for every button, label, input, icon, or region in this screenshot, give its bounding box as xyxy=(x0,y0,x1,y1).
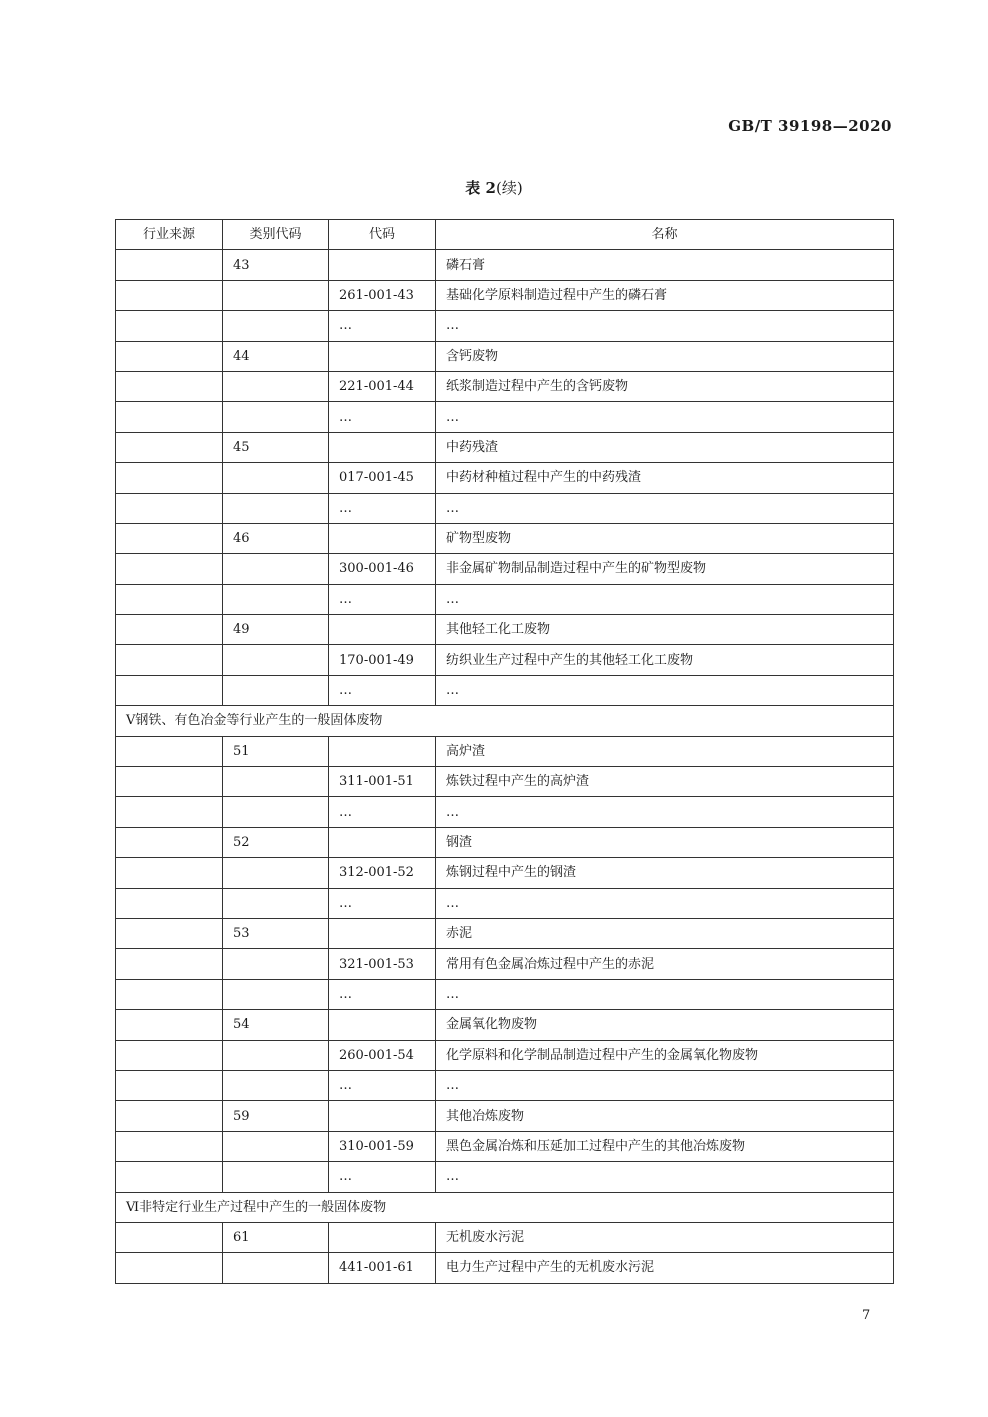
industry-source-cell xyxy=(116,858,223,888)
category-code-cell xyxy=(223,311,329,341)
name-cell: … xyxy=(436,1070,894,1100)
table-row xyxy=(116,584,894,614)
category-code-cell xyxy=(223,645,329,675)
table-row xyxy=(116,554,894,584)
code-cell: … xyxy=(329,675,436,705)
name-cell: 无机废水污泥 xyxy=(436,1222,894,1252)
category-code-cell xyxy=(223,949,329,979)
code-cell: 321-001-53 xyxy=(329,949,436,979)
table-row xyxy=(116,615,894,645)
column-header-category-code: 类别代码 xyxy=(223,220,329,250)
name-cell: … xyxy=(436,675,894,705)
name-cell: 纸浆制造过程中产生的含钙废物 xyxy=(436,371,894,401)
name-cell: 炼钢过程中产生的钢渣 xyxy=(436,858,894,888)
name-cell: … xyxy=(436,584,894,614)
category-code-cell xyxy=(223,1070,329,1100)
industry-source-cell xyxy=(116,1040,223,1070)
category-code-cell: 52 xyxy=(223,827,329,857)
name-cell: 中药残渣 xyxy=(436,432,894,462)
category-code-cell: 59 xyxy=(223,1101,329,1131)
category-code-cell xyxy=(223,1162,329,1192)
category-code-cell xyxy=(223,1131,329,1161)
name-cell: … xyxy=(436,979,894,1009)
name-cell: 金属氧化物废物 xyxy=(436,1010,894,1040)
table-row xyxy=(116,341,894,371)
industry-source-cell xyxy=(116,797,223,827)
table-title-label: 表 2 xyxy=(465,179,496,197)
table-row xyxy=(116,402,894,432)
table-row xyxy=(116,1253,894,1283)
code-cell: 261-001-43 xyxy=(329,280,436,310)
table-header-row xyxy=(116,220,894,250)
code-cell: 300-001-46 xyxy=(329,554,436,584)
category-code-cell: 46 xyxy=(223,523,329,553)
table-row xyxy=(116,280,894,310)
category-code-cell xyxy=(223,493,329,523)
category-code-cell xyxy=(223,888,329,918)
industry-source-cell xyxy=(116,675,223,705)
industry-source-cell xyxy=(116,371,223,401)
category-code-cell: 44 xyxy=(223,341,329,371)
industry-source-cell xyxy=(116,402,223,432)
industry-source-cell xyxy=(116,584,223,614)
table-body xyxy=(116,250,894,1283)
table-row xyxy=(116,1010,894,1040)
table-row xyxy=(116,250,894,280)
category-code-cell: 49 xyxy=(223,615,329,645)
code-cell xyxy=(329,341,436,371)
industry-source-cell xyxy=(116,1162,223,1192)
section-row xyxy=(116,1192,894,1222)
category-code-cell xyxy=(223,371,329,401)
table-row xyxy=(116,858,894,888)
name-cell: … xyxy=(436,493,894,523)
code-cell xyxy=(329,250,436,280)
page-number: 7 xyxy=(862,1308,871,1323)
table-title xyxy=(0,177,988,198)
code-cell: 311-001-51 xyxy=(329,767,436,797)
code-cell xyxy=(329,432,436,462)
name-cell: … xyxy=(436,888,894,918)
name-cell: … xyxy=(436,797,894,827)
industry-source-cell xyxy=(116,1253,223,1283)
category-code-cell xyxy=(223,280,329,310)
code-cell xyxy=(329,615,436,645)
section-heading: Ⅴ钢铁、有色冶金等行业产生的一般固体废物 xyxy=(116,706,894,736)
column-header-name: 名称 xyxy=(436,220,894,250)
category-code-cell xyxy=(223,402,329,432)
code-cell xyxy=(329,736,436,766)
industry-source-cell xyxy=(116,250,223,280)
code-cell: 441-001-61 xyxy=(329,1253,436,1283)
code-cell xyxy=(329,1010,436,1040)
code-cell: … xyxy=(329,311,436,341)
section-row xyxy=(116,706,894,736)
name-cell: … xyxy=(436,311,894,341)
name-cell: 纺织业生产过程中产生的其他轻工化工废物 xyxy=(436,645,894,675)
name-cell: 非金属矿物制品制造过程中产生的矿物型废物 xyxy=(436,554,894,584)
name-cell: 其他冶炼废物 xyxy=(436,1101,894,1131)
name-cell: 含钙废物 xyxy=(436,341,894,371)
category-code-cell xyxy=(223,675,329,705)
code-cell: 312-001-52 xyxy=(329,858,436,888)
name-cell: 电力生产过程中产生的无机废水污泥 xyxy=(436,1253,894,1283)
table-title-suffix: (续) xyxy=(495,179,523,197)
table-row xyxy=(116,888,894,918)
name-cell: … xyxy=(436,402,894,432)
name-cell: … xyxy=(436,1162,894,1192)
code-cell: 221-001-44 xyxy=(329,371,436,401)
name-cell: 化学原料和化学制品制造过程中产生的金属氧化物废物 xyxy=(436,1040,894,1070)
industry-source-cell xyxy=(116,463,223,493)
industry-source-cell xyxy=(116,554,223,584)
table-row xyxy=(116,797,894,827)
industry-source-cell xyxy=(116,645,223,675)
industry-source-cell xyxy=(116,827,223,857)
category-code-cell: 53 xyxy=(223,918,329,948)
name-cell: 炼铁过程中产生的高炉渣 xyxy=(436,767,894,797)
table-row xyxy=(116,1222,894,1252)
code-cell: … xyxy=(329,493,436,523)
name-cell: 赤泥 xyxy=(436,918,894,948)
category-code-cell: 45 xyxy=(223,432,329,462)
waste-classification-table xyxy=(115,219,894,1284)
code-cell xyxy=(329,1222,436,1252)
industry-source-cell xyxy=(116,311,223,341)
category-code-cell xyxy=(223,463,329,493)
code-cell: … xyxy=(329,797,436,827)
table-row xyxy=(116,493,894,523)
industry-source-cell xyxy=(116,918,223,948)
industry-source-cell xyxy=(116,888,223,918)
category-code-cell: 51 xyxy=(223,736,329,766)
code-cell: 310-001-59 xyxy=(329,1131,436,1161)
table-row xyxy=(116,979,894,1009)
table-row xyxy=(116,311,894,341)
category-code-cell xyxy=(223,1253,329,1283)
industry-source-cell xyxy=(116,1070,223,1100)
column-header-industry-source: 行业来源 xyxy=(116,220,223,250)
name-cell: 高炉渣 xyxy=(436,736,894,766)
category-code-cell xyxy=(223,1040,329,1070)
category-code-cell xyxy=(223,767,329,797)
category-code-cell: 61 xyxy=(223,1222,329,1252)
code-cell: … xyxy=(329,979,436,1009)
industry-source-cell xyxy=(116,432,223,462)
table-row xyxy=(116,827,894,857)
industry-source-cell xyxy=(116,341,223,371)
table-row xyxy=(116,1162,894,1192)
name-cell: 其他轻工化工废物 xyxy=(436,615,894,645)
table-row xyxy=(116,918,894,948)
industry-source-cell xyxy=(116,523,223,553)
table-row xyxy=(116,1070,894,1100)
industry-source-cell xyxy=(116,767,223,797)
name-cell: 矿物型废物 xyxy=(436,523,894,553)
table-row xyxy=(116,523,894,553)
code-cell: … xyxy=(329,1162,436,1192)
code-cell: 017-001-45 xyxy=(329,463,436,493)
name-cell: 基础化学原料制造过程中产生的磷石膏 xyxy=(436,280,894,310)
code-cell: … xyxy=(329,888,436,918)
name-cell: 黑色金属冶炼和压延加工过程中产生的其他冶炼废物 xyxy=(436,1131,894,1161)
industry-source-cell xyxy=(116,1131,223,1161)
name-cell: 中药材种植过程中产生的中药残渣 xyxy=(436,463,894,493)
section-heading: Ⅵ非特定行业生产过程中产生的一般固体废物 xyxy=(116,1192,894,1222)
name-cell: 常用有色金属冶炼过程中产生的赤泥 xyxy=(436,949,894,979)
category-code-cell xyxy=(223,584,329,614)
standard-number: GB/T 39198—2020 xyxy=(728,117,892,135)
category-code-cell: 54 xyxy=(223,1010,329,1040)
industry-source-cell xyxy=(116,949,223,979)
table-row xyxy=(116,767,894,797)
code-cell: 170-001-49 xyxy=(329,645,436,675)
table-row xyxy=(116,645,894,675)
industry-source-cell xyxy=(116,615,223,645)
category-code-cell xyxy=(223,797,329,827)
table-row xyxy=(116,1131,894,1161)
industry-source-cell xyxy=(116,1010,223,1040)
industry-source-cell xyxy=(116,493,223,523)
code-cell: … xyxy=(329,1070,436,1100)
industry-source-cell xyxy=(116,736,223,766)
table-row xyxy=(116,432,894,462)
code-cell xyxy=(329,918,436,948)
category-code-cell: 43 xyxy=(223,250,329,280)
code-cell: 260-001-54 xyxy=(329,1040,436,1070)
name-cell: 磷石膏 xyxy=(436,250,894,280)
industry-source-cell xyxy=(116,1101,223,1131)
table-row xyxy=(116,949,894,979)
table-row xyxy=(116,1101,894,1131)
industry-source-cell xyxy=(116,280,223,310)
table-row xyxy=(116,371,894,401)
column-header-code: 代码 xyxy=(329,220,436,250)
category-code-cell xyxy=(223,979,329,1009)
table-row xyxy=(116,1040,894,1070)
table-row xyxy=(116,736,894,766)
name-cell: 钢渣 xyxy=(436,827,894,857)
industry-source-cell xyxy=(116,979,223,1009)
category-code-cell xyxy=(223,858,329,888)
code-cell xyxy=(329,1101,436,1131)
code-cell xyxy=(329,827,436,857)
code-cell xyxy=(329,523,436,553)
code-cell: … xyxy=(329,402,436,432)
category-code-cell xyxy=(223,554,329,584)
table-row xyxy=(116,675,894,705)
industry-source-cell xyxy=(116,1222,223,1252)
table-row xyxy=(116,463,894,493)
code-cell: … xyxy=(329,584,436,614)
